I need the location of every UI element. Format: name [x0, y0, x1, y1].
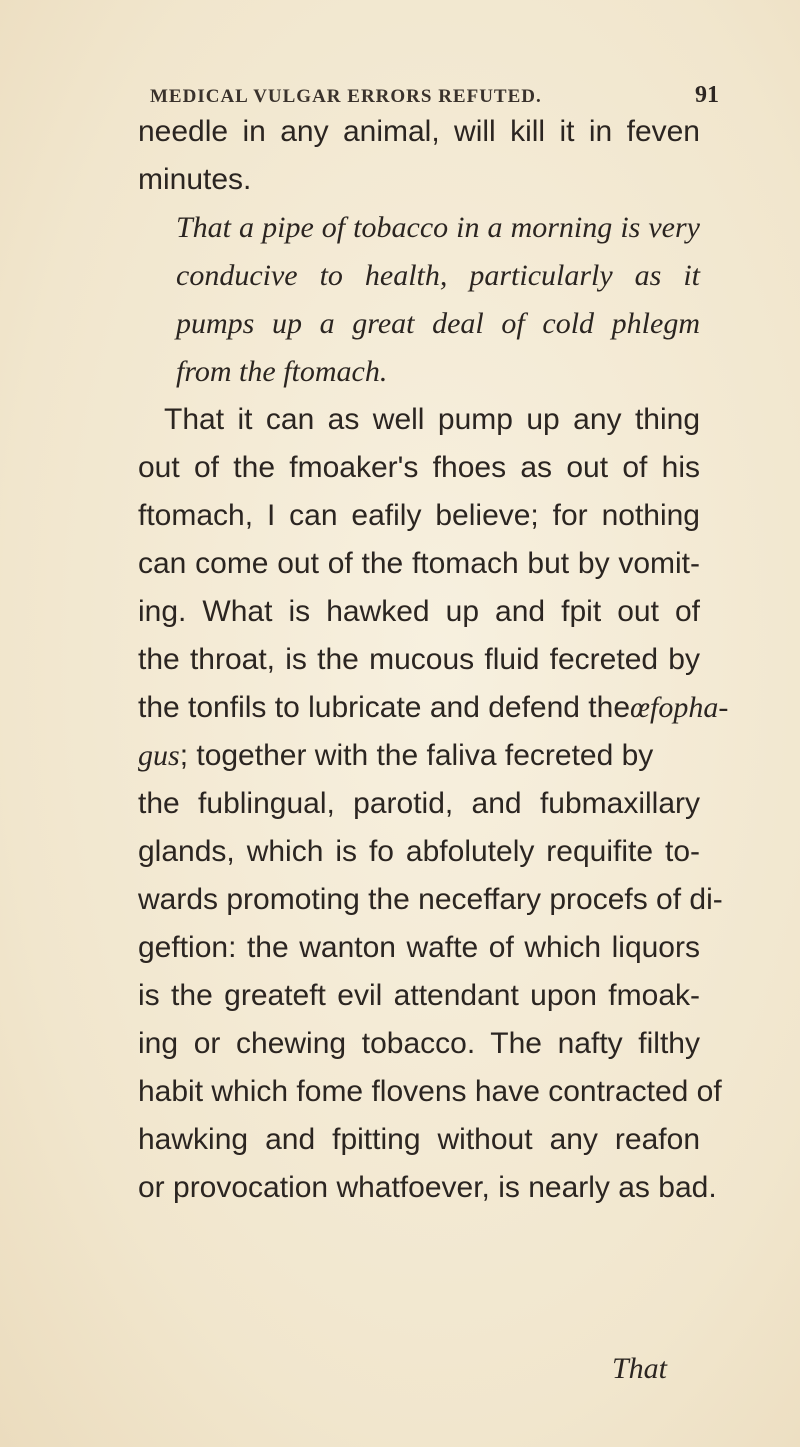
text-line-12: the throat, is the mucous fluid fecreted by	[138, 643, 700, 676]
page-number: 91	[695, 82, 719, 108]
text-line-23: or provocation whatfoever, is nearly as bad.	[138, 1171, 717, 1204]
text-line-1: needle in any animal, will kill it in feven	[138, 115, 700, 148]
italic-word-oesophagus-part1: œfopha-	[630, 691, 729, 724]
italic-heading-line-2: conducive to health, particularly as it	[176, 259, 700, 292]
text-line-16: glands, which is fo abfolutely requifite to-	[138, 835, 700, 868]
text-line-10: can come out of the ftomach but by vomit-	[138, 547, 700, 580]
text-line-17: wards promoting the neceffary procefs of di-	[138, 883, 723, 916]
text-line-8: out of the fmoaker's fhoes as out of his	[138, 451, 700, 484]
italic-heading-line-4: from the ftomach.	[176, 355, 388, 388]
text-line-14	[138, 732, 700, 780]
italic-heading-line-3: pumps up a great deal of cold phlegm	[176, 307, 700, 340]
text-line-19: is the greateft evil attendant upon fmoak-	[138, 979, 700, 1012]
text-line-21: habit which fome flovens have contracted of	[138, 1075, 722, 1108]
text-block	[138, 108, 729, 1212]
text-line-22: hawking and fpitting without any reafon	[138, 1123, 700, 1156]
text-line-18: geftion: the wanton wafte of which liquors	[138, 931, 700, 964]
catchword: That	[612, 1352, 668, 1385]
text-line-15: the fublingual, parotid, and fubmaxillary	[138, 787, 700, 820]
text-line-11: ing. What is hawked up and fpit out of	[138, 595, 700, 628]
text-line-9: ftomach, I can eafily believe; for nothing	[138, 499, 700, 532]
text-line-7: That it can as well pump up any thing	[164, 403, 700, 436]
text-line-13	[138, 684, 729, 732]
text-line-13-text: the tonfils to lubricate and defend the	[138, 691, 631, 724]
running-head: MEDICAL VULGAR ERRORS REFUTED.	[150, 86, 542, 107]
text-line-14-text: ; together with the faliva fecreted by	[179, 739, 654, 772]
text-line-20: ing or chewing tobacco. The nafty filthy	[138, 1027, 700, 1060]
italic-heading-line-1: That a pipe of tobacco in a morning is very	[176, 211, 700, 244]
text-line-2: minutes.	[138, 163, 252, 196]
italic-word-oesophagus-part2: gus	[138, 739, 180, 772]
